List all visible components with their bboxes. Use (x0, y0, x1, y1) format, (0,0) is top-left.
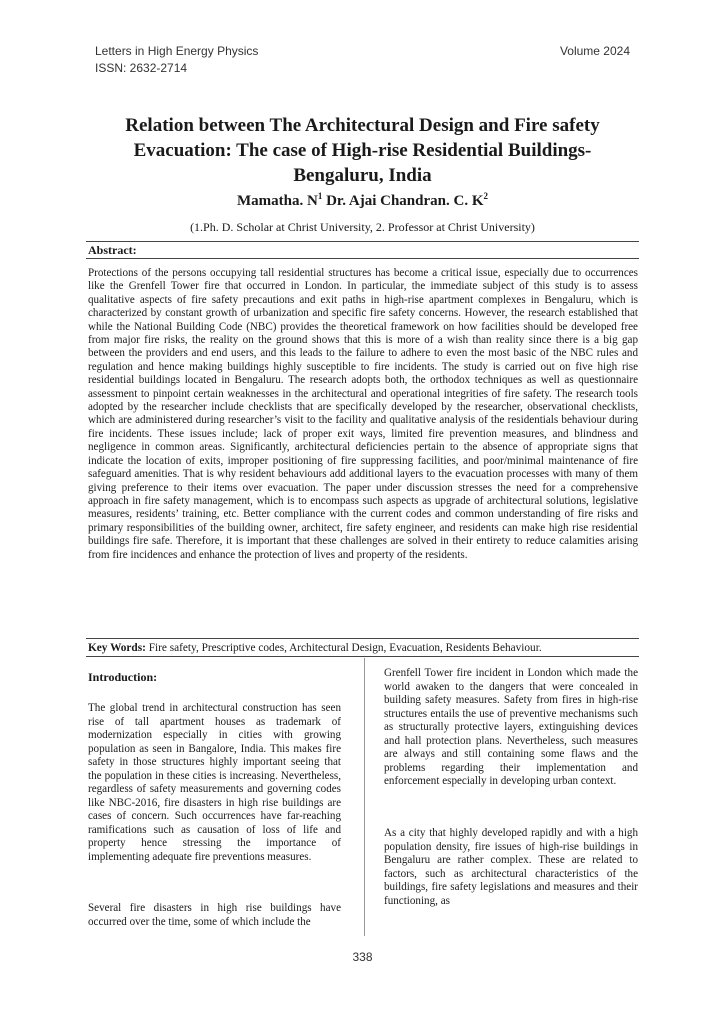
keywords (88, 641, 638, 655)
divider (86, 241, 639, 242)
paper-title: Relation between The Architectural Design and Fire safety Evacuation: The case of High-rise Residential Buildings-Bengaluru, India (125, 115, 600, 186)
journal-name: Letters in High Energy Physics (95, 44, 259, 58)
column-divider (364, 658, 365, 936)
intro-paragraph-1: The global trend in architectural construction has seen rise of tall apartment houses as trademark of modernization especially in cities with growing population as seen in Bangalore, India. This makes fire safety in those structures highly important seeing that the population in these cities is increasing. Nevertheless, regardless of safety measurements and governing codes like NBC-2016, fire disasters in high rise buildings are cases of concern. Such occurrences have far-reaching ramifications such as causation of loss of life and property hence stressing the importance of implementing adequate fire preventions measures. (88, 702, 341, 863)
intro-paragraph-2: Several fire disasters in high rise buildings have occurred over the time, some of which include the (88, 902, 341, 928)
keywords-text: Fire safety, Prescriptive codes, Architectural Design, Evacuation, Residents Behaviour. (148, 642, 542, 654)
author-1-sup: 1 (317, 191, 323, 201)
introduction-heading: Introduction: (88, 670, 158, 684)
author-2-name: Dr. Ajai Chandran. C. K (326, 193, 484, 209)
intro-paragraph-3: Grenfell Tower fire incident in London which made the world awaken to the dangers that were concealed in building safety measures. Safety from fires in high-rise structures entails the use of preventive mechanisms such as structurally protective layers, extinguishing devices and hall protection plans. Nevertheless, such measures are always and still containing some flaws and the problems regarding their implementation and enforcement especially in developing urban context. (384, 667, 638, 787)
divider (86, 656, 639, 657)
author-1-name: Mamatha. N (237, 193, 318, 209)
journal-issn: ISSN: 2632-2714 (95, 61, 188, 75)
author-2-sup: 2 (483, 191, 488, 201)
journal-volume: Volume 2024 (559, 44, 630, 58)
author-affiliation: (1.Ph. D. Scholar at Christ University, 2. Professor at Christ University) (190, 220, 535, 234)
keywords-label: Key Words: (88, 642, 146, 654)
abstract-heading: Abstract: (88, 243, 137, 257)
divider (86, 258, 639, 259)
abstract-text: Protections of the persons occupying tall residential structures has become a critical issue, especially due to occurrences like the Grenfell Tower fire that occurred in London. In particular, the immediate subject of this study is to assess qualitative aspects of fire safety precautions and exit paths in high-rise apartment complexes in Bengaluru, which is characterized by constant growth of urbanization and specific fire safety concerns. However, the research established that while the National Building Code (NBC) provides the theoretical framework on how facilities should be developed free from major fire risks, the reality on the ground shows that this is more of a wish than reality since there is a big gap between the providers and end users, and this leads to the failure to adhere to even the most basic of the NBC rules and regulation and hence making buildings highly susceptible to fire incidents. The study is carried out on five high rise residential buildings located in Bengaluru. The research adopts both, the orthodox techniques as well as questionnaire assessment to pinpoint certain weaknesses in the architectural and operational integrities of fire safety. The research tools adopted by the researcher include checklists that are specifically developed by the researcher, observational checklists, which are administered during researcher’s visit to the facility and qualitative analysis of the residentials behaviour during fire incidents. These issues include; lack of proper exit ways, limited fire prevention measures, and blindness and negligence in common areas. Significantly, architectural deficiencies pertain to the absence of appropriate signs that indicate the location of exits, improper positioning of fire suppressing facilities, and poor/minimal maintenance of fire safeguard amenities. That is why resident behaviours add additional layers to the evacuation processes with many of them giving preference to their items over evacuation. The paper under discussion stresses the need for a comprehensive approach in fire safety management, which is to encompass such aspects as upgrade of architectural solutions, legislative measures, residents’ training, etc. Better compliance with the current codes and common understanding of fire risks and primary responsibilities of the building owner, architect, fire safety engineer, and residents can make high rise residential buildings fire safe. Therefore, it is important that these challenges are solved in their entirety to reduce calamities arising from fire incidences and enhance the protection of lives and property of the residents. (88, 267, 638, 561)
author-line (95, 192, 630, 210)
page-number: 338 (352, 950, 373, 964)
divider (86, 638, 639, 639)
intro-paragraph-4: As a city that highly developed rapidly and with a high population density, fire issues of high-rise buildings in Bengaluru are rather complex. These are related to factors, such as architectural characteristics of the buildings, fire safety legislations and measures and their functioning, as (384, 827, 638, 907)
